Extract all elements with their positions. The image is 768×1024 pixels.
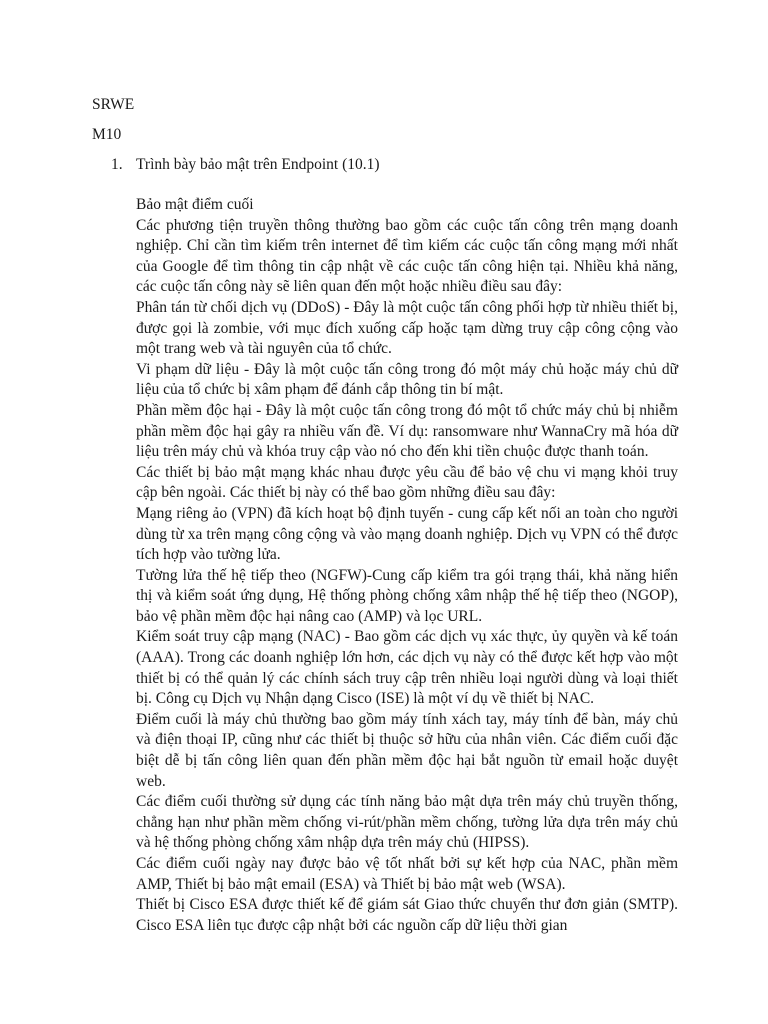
numbered-list-item [111,155,380,175]
paragraph: Phần mềm độc hại - Đây là một cuộc tấn công trong đó một tổ chức máy chủ bị nhiễm phần mềm độc hại gây ra nhiều vấn đề. Ví dụ: ransomware như WannaCry mã hóa dữ liệu trên máy chủ và khóa truy cập vào nó cho đến khi tiền chuộc được thanh toán. [136,401,678,461]
paragraph: Tường lửa thế hệ tiếp theo (NGFW)-Cung cấp kiểm tra gói trạng thái, khả năng hiển thị và kiểm soát ứng dụng, Hệ thống phòng chống xâm nhập thế hệ tiếp theo (NGOP), bảo vệ phần mềm độc hại nâng cao (AMP) và lọc URL. [136,566,678,625]
section-content [136,195,678,936]
section-title: Bảo mật điểm cuối [136,196,254,213]
paragraph: Mạng riêng ảo (VPN) đã kích hoạt bộ định tuyến - cung cấp kết nối an toàn cho người dùng từ xa trên mạng công cộng và vào mạng doanh nghiệp. Dịch vụ VPN có thể được tích hợp vào tường lửa. [136,504,678,564]
module-code: M10 [92,126,122,143]
paragraph: Phân tán từ chối dịch vụ (DDoS) - Đây là một cuộc tấn công phối hợp từ nhiều thiết bị, được gọi là zombie, với mục đích xuống cấp hoặc tạm dừng truy cập công cộng vào một trang web và tài nguyên của tổ chức. [136,298,678,358]
list-number: 1. [111,156,123,173]
paragraph: Các điểm cuối thường sử dụng các tính năng bảo mật dựa trên máy chủ truyền thống, chẳng hạn như phần mềm chống vi-rút/phần mềm chống, tường lửa dựa trên máy chủ và hệ thống phòng chống xâm nhập dựa trên máy chủ (HIPSS). [136,793,678,852]
paragraph: Các phương tiện truyền thông thường bao gồm các cuộc tấn công trên mạng doanh nghiệp. Chỉ cần tìm kiếm trên internet để tìm kiếm các cuộc tấn công mạng mới nhất của Google để tìm thông tin cập nhật về các cuộc tấn công hiện tại. Nhiều khả năng, các cuộc tấn công này sẽ liên quan đến một hoặc nhiều điều sau đây: [136,216,678,296]
paragraph: Điểm cuối là máy chủ thường bao gồm máy tính xách tay, máy tính để bàn, máy chủ và điện thoại IP, cũng như các thiết bị thuộc sở hữu của nhân viên. Các điểm cuối đặc biệt dễ bị tấn công liên quan đến phần mềm độc hại bắt nguồn từ email hoặc duyệt web. [136,710,678,790]
paragraph: Vi phạm dữ liệu - Đây là một cuộc tấn công trong đó một máy chủ hoặc máy chủ dữ liệu của tổ chức bị xâm phạm để đánh cắp thông tin bí mật. [136,360,678,399]
paragraph: Các điểm cuối ngày nay được bảo vệ tốt nhất bởi sự kết hợp của NAC, phần mềm AMP, Thiết bị bảo mật email (ESA) và Thiết bị bảo mật web (WSA). [136,855,678,893]
paragraph: Thiết bị Cisco ESA được thiết kế để giám sát Giao thức chuyển thư đơn giản (SMTP). Cisco ESA liên tục được cập nhật bởi các nguồn cấp dữ liệu thời gian [136,896,678,934]
paragraph: Kiểm soát truy cập mạng (NAC) - Bao gồm các dịch vụ xác thực, ủy quyền và kế toán (AAA). Trong các doanh nghiệp lớn hơn, các dịch vụ này có thể được kết hợp vào một thiết bị có thể quản lý các chính sách truy cập trên nhiều loại người dùng và loại thiết bị. Công cụ Dịch vụ Nhận dạng Cisco (ISE) là một ví dụ về thiết bị NAC. [136,628,678,708]
list-item-text: Trình bày bảo mật trên Endpoint (10.1) [136,156,380,173]
paragraph: Các thiết bị bảo mật mạng khác nhau được yêu cầu để bảo vệ chu vi mạng khỏi truy cập bên ngoài. Các thiết bị này có thể bao gồm những điều sau đây: [136,463,678,502]
course-code: SRWE [92,96,135,113]
